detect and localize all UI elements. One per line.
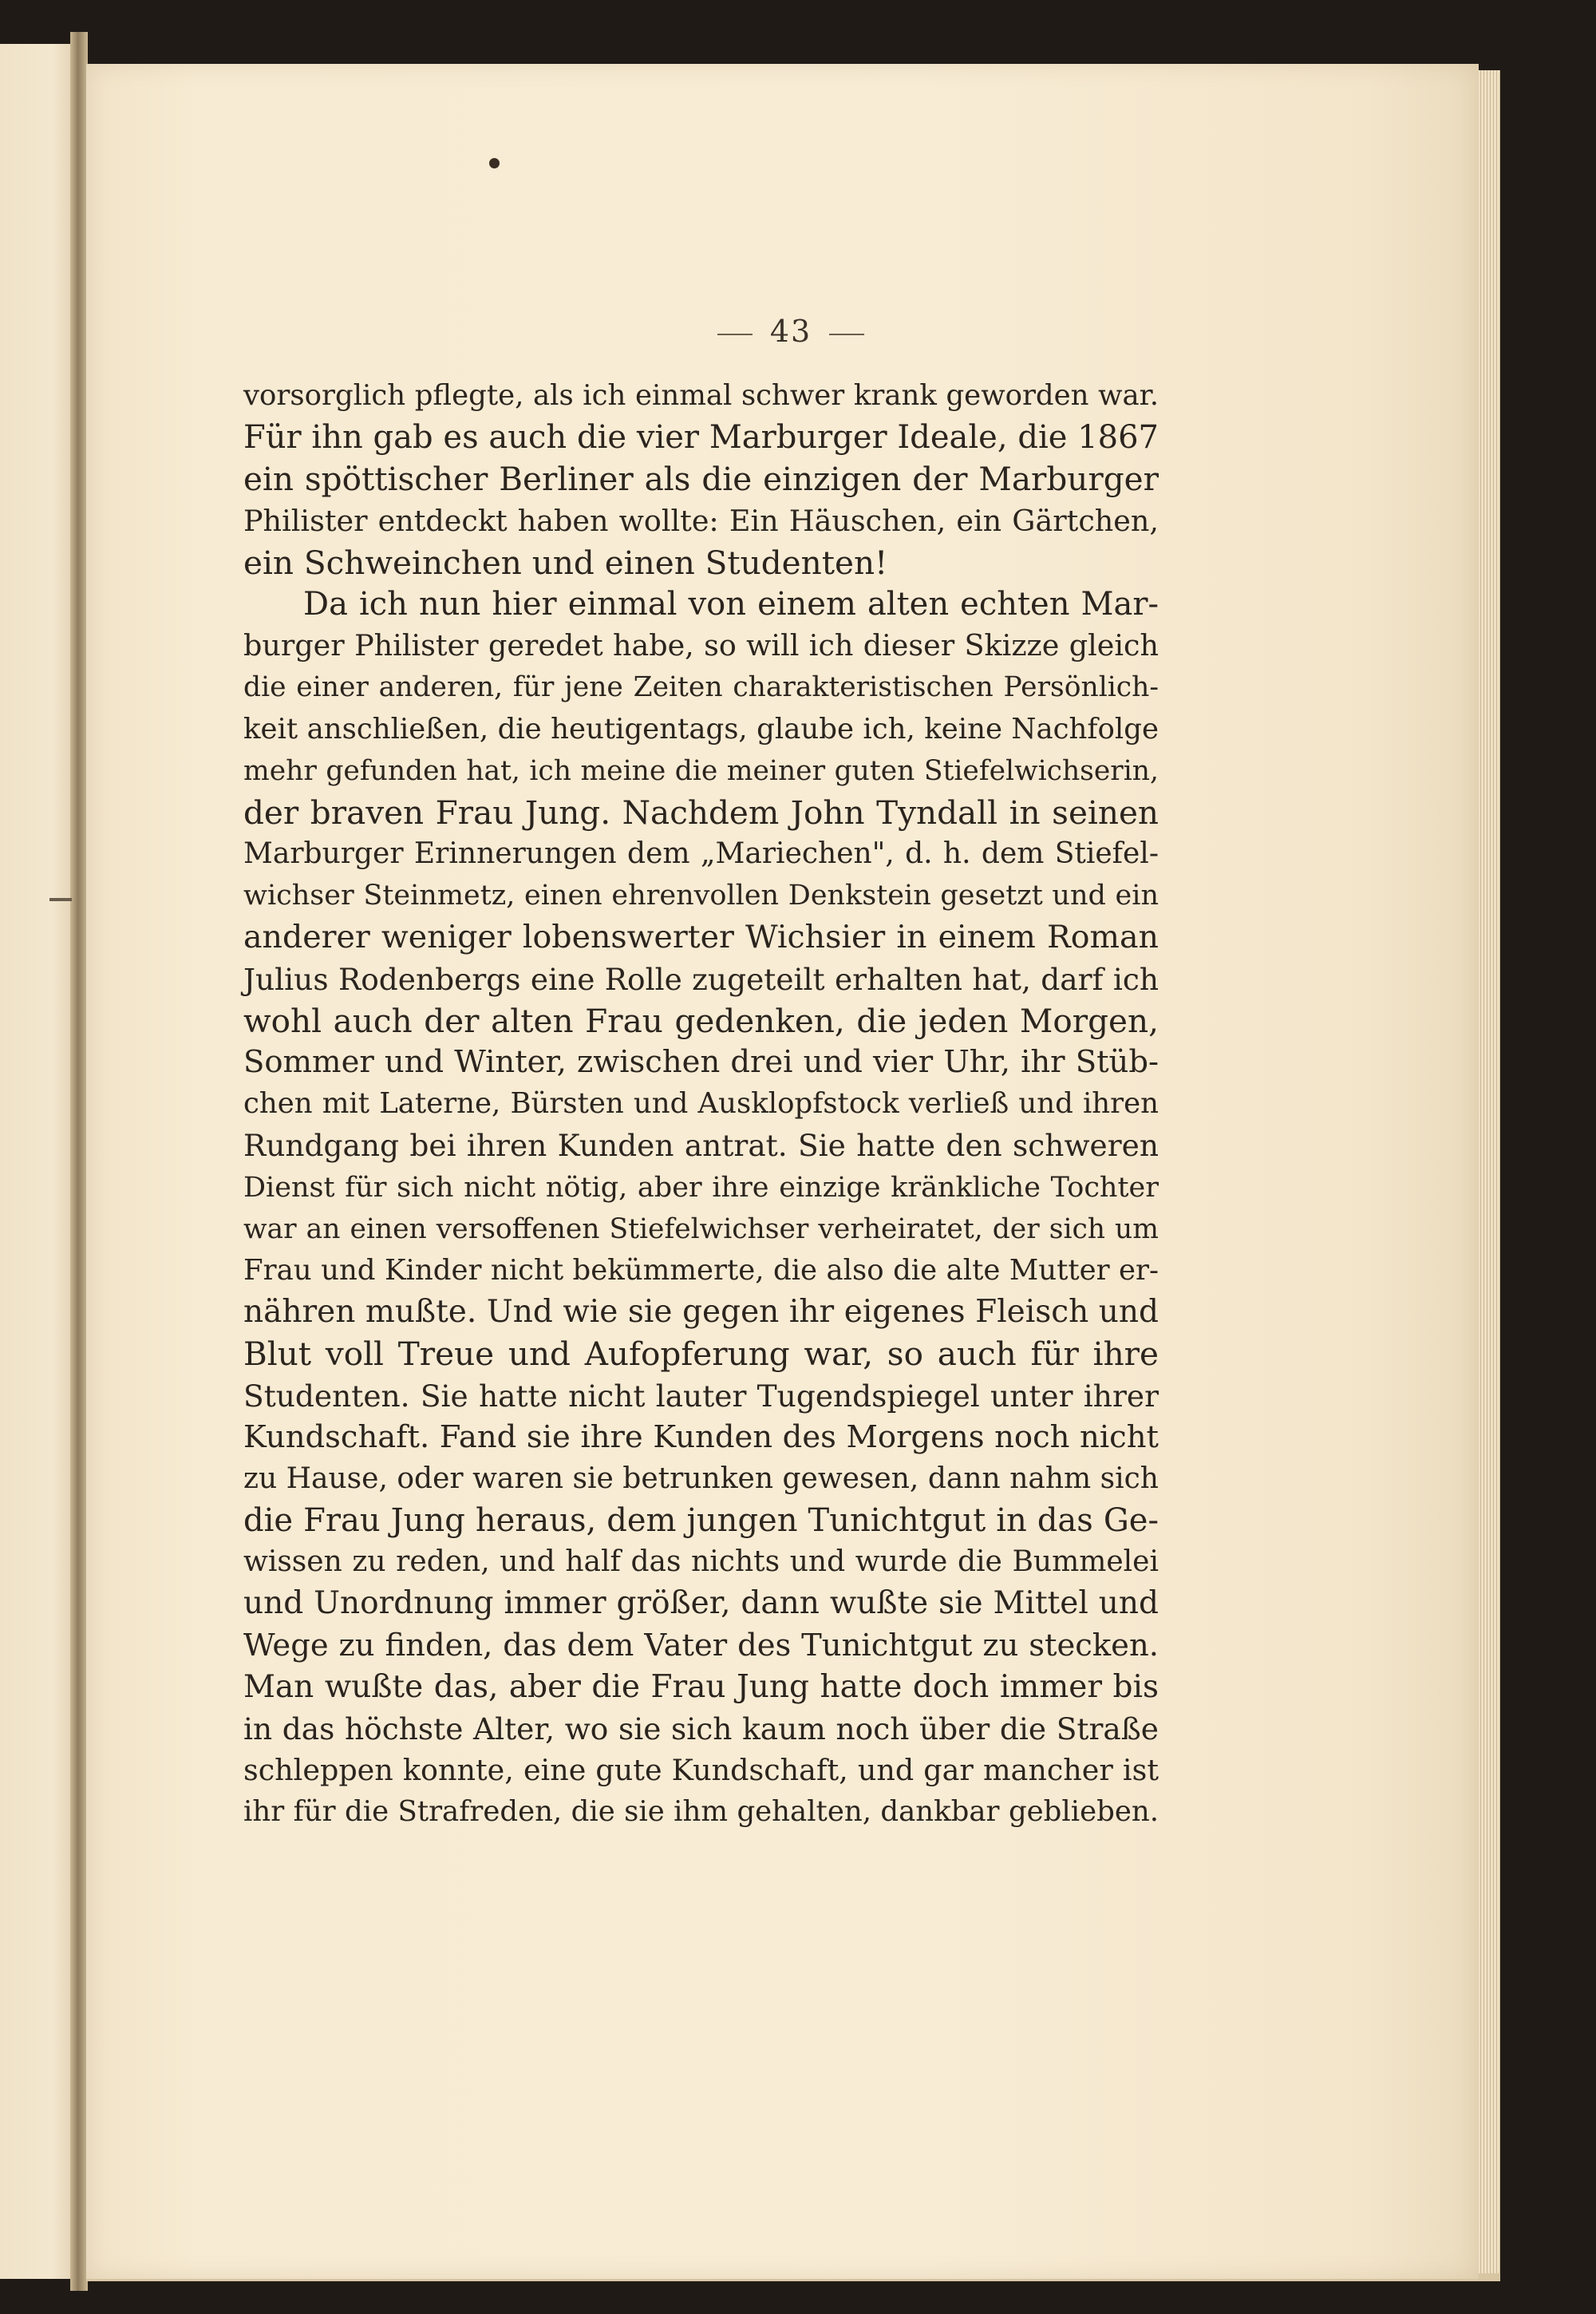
text-line: Philister entdeckt haben wollte: Ein Häuschen, ein Gärtchen,	[243, 503, 1159, 538]
text-line: Man wußte das, aber die Frau Jung hatte doch immer bis	[243, 1668, 1159, 1705]
text-line: burger Philister geredet habe, so will ich dieser Skizze gleich	[243, 628, 1159, 663]
page-number: 43	[0, 314, 1582, 349]
text-line: Dienst für sich nicht nötig, aber ihre einzige kränkliche Tochter	[243, 1171, 1159, 1204]
text-line: war an einen versoffenen Stiefelwichser verheiratet, der sich um	[243, 1212, 1159, 1245]
text-line: Wege zu finden, das dem Vater des Tunichtgut zu stecken.	[243, 1627, 1159, 1663]
text-line: wohl auch der alten Frau gedenken, die jeden Morgen,	[243, 1001, 1159, 1040]
text-line: ein spöttischer Berliner als die einzigen der Marburger	[243, 460, 1159, 499]
text-line: wissen zu reden, und half das nichts und wurde die Bummelei	[243, 1545, 1159, 1579]
text-line: in das höchste Alter, wo sie sich kaum noch über die Straße	[243, 1711, 1159, 1746]
text-line: ihr für die Strafreden, die sie ihm gehalten, dankbar geblieben.	[243, 1795, 1159, 1829]
text-line: und Unordnung immer größer, dann wußte sie Mittel und	[243, 1585, 1159, 1622]
text-line: zu Hause, oder waren sie betrunken gewesen, dann nahm sich	[243, 1462, 1159, 1495]
text-line: keit anschließen, die heutigentags, glaube ich, keine Nachfolge	[243, 712, 1159, 746]
text-line: Kundschaft. Fand sie ihre Kunden des Morgens noch nicht	[243, 1418, 1159, 1455]
text-line: Rundgang bei ihren Kunden antrat. Sie hatte den schweren	[243, 1128, 1159, 1164]
text-line: Julius Rodenbergs eine Rolle zugeteilt erhalten hat, darf ich	[243, 961, 1159, 997]
text-line: schleppen konnte, eine gute Kundschaft, und gar mancher ist	[243, 1753, 1159, 1788]
margin-tick-mark	[49, 898, 72, 901]
text-line: nähren mußte. Und wie sie gegen ihr eigenes Fleisch und	[243, 1294, 1159, 1331]
text-line: die einer anderen, für jene Zeiten charakteristischen Persönlich-	[243, 671, 1159, 704]
text-line: Da ich nun hier einmal von einem alten echten Mar-	[303, 585, 1159, 623]
ink-dot-mark	[489, 158, 500, 168]
text-line: anderer weniger lobenswerter Wichsier in einem Roman	[243, 919, 1159, 956]
text-line: Sommer und Winter, zwischen drei und vier Uhr, ihr Stüb-	[243, 1044, 1159, 1080]
previous-page-edge	[0, 44, 73, 2279]
text-line: chen mit Laterne, Bürsten und Ausklopfstock verließ und ihren	[243, 1087, 1159, 1121]
text-line: die Frau Jung heraus, dem jungen Tunichtgut in das Ge-	[243, 1502, 1159, 1540]
text-line: ein Schweinchen und einen Studenten!	[243, 543, 888, 582]
text-line: der braven Frau Jung. Nachdem John Tyndall in seinen	[243, 793, 1159, 832]
book-gutter	[70, 32, 88, 2291]
text-line: Für ihn gab es auch die vier Marburger Ideale, die 1867	[243, 419, 1159, 457]
text-line: Studenten. Sie hatte nicht lauter Tugendspiegel unter ihrer	[243, 1378, 1159, 1414]
text-line: Frau und Kinder nicht bekümmerte, die also die alte Mutter er-	[243, 1253, 1159, 1287]
text-line: Blut voll Treue und Aufopferung war, so auch für ihre	[243, 1335, 1159, 1374]
text-line: wichser Steinmetz, einen ehrenvollen Denkstein gesetzt und ein	[243, 880, 1159, 912]
text-line: Marburger Erinnerungen dem „Mariechen", d. h. dem Stiefel-	[243, 837, 1159, 871]
body-text	[243, 375, 1159, 1833]
text-line: vorsorglich pflegte, als ich einmal schwer krank geworden war.	[243, 379, 1159, 412]
text-line: mehr gefunden hat, ich meine die meiner guten Stiefelwichserin,	[243, 754, 1159, 787]
